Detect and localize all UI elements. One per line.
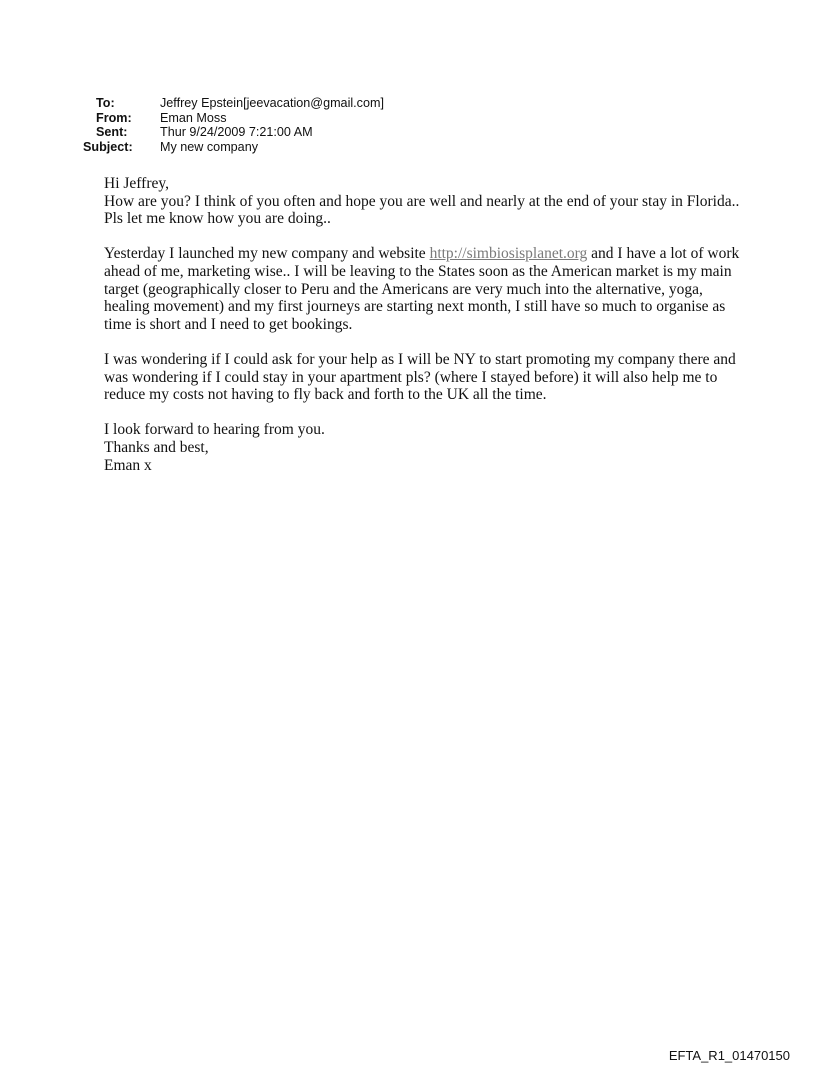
from-value: Eman Moss <box>160 110 227 125</box>
closing <box>104 421 744 474</box>
intro-paragraph: How are you? I think of you often and hope you are well and nearly at the end of your stay in Florida.. Pls let me know how you are doing.. <box>104 192 740 228</box>
subject-row <box>83 139 384 155</box>
closing-line-2: Thanks and best, <box>104 438 209 456</box>
signature: Eman x <box>104 456 152 474</box>
closing-line-1: I look forward to hearing from you. <box>104 421 325 439</box>
from-row <box>96 111 384 126</box>
sent-value: Thur 9/24/2009 7:21:00 AM <box>160 125 313 139</box>
to-label: To: <box>96 96 115 110</box>
to-row <box>96 96 384 111</box>
greeting: Hi Jeffrey, <box>104 175 169 192</box>
subject-label: Subject: <box>83 139 133 154</box>
website-link[interactable]: http://simbiosisplanet.org <box>429 245 588 263</box>
sent-label: Sent: <box>96 125 128 139</box>
company-text-start: Yesterday I launched my new company and website <box>104 245 430 263</box>
company-text-end: and I have a lot of work ahead of me, marketing wise.. I will be leaving to the States soon as the American market is my main target (geographically closer to Peru and the Americans are very much into the alternative, yoga, healing movement) and my first journeys are starting next month, I still have so much to organise as time is short and I need to get bookings. <box>104 245 740 333</box>
document-id: EFTA_R1_01470150 <box>668 1048 790 1063</box>
email-header <box>83 96 384 154</box>
to-value: Jeffrey Epstein[jeevacation@gmail.com] <box>160 96 384 110</box>
from-label: From: <box>96 110 132 125</box>
sent-row <box>96 125 384 140</box>
email-body <box>104 175 744 492</box>
company-paragraph <box>104 245 744 333</box>
subject-value: My new company <box>160 139 258 154</box>
greeting-and-intro <box>104 175 744 228</box>
request-paragraph: I was wondering if I could ask for your help as I will be NY to start promoting my company there and was wondering if I could stay in your apartment pls? (where I stayed before) it will also help me to reduce my costs not having to fly back and forth to the UK all the time. <box>104 350 736 404</box>
